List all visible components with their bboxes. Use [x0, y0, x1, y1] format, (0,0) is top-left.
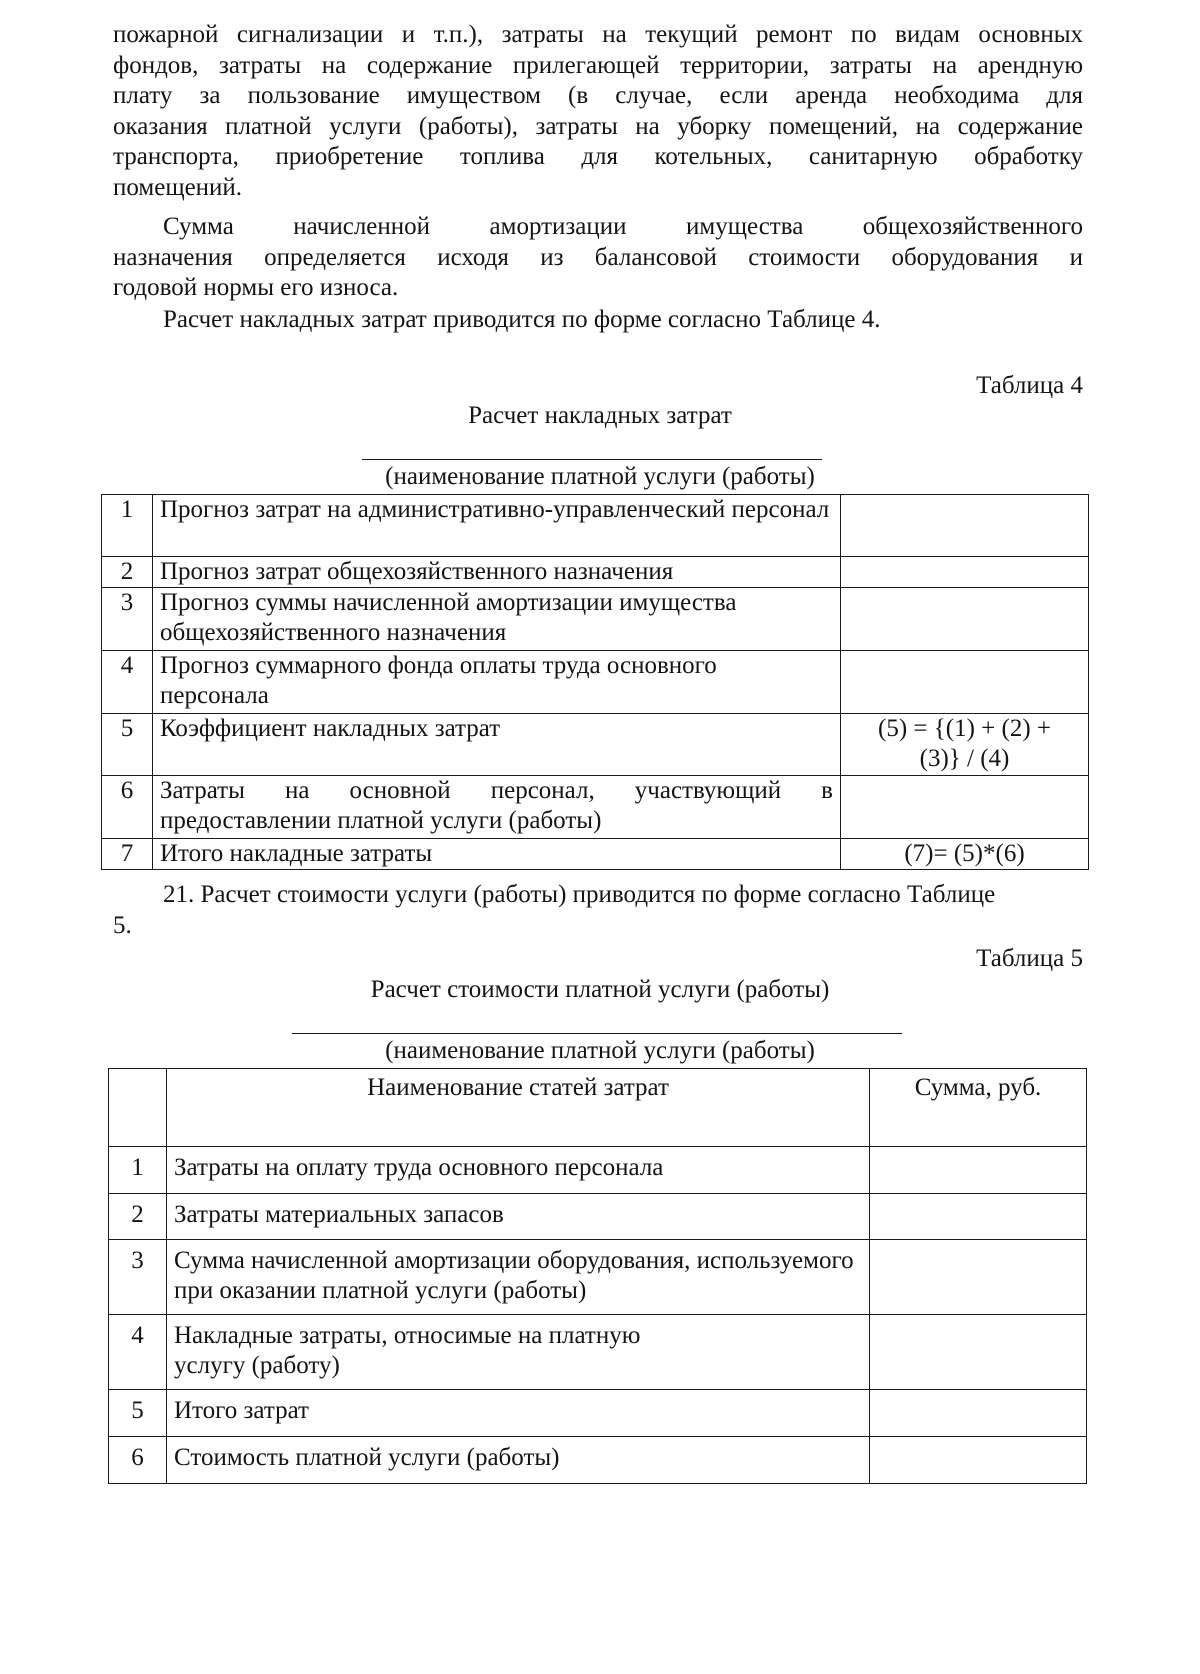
- row-text: Стоимость платной услуги (работы): [167, 1437, 870, 1484]
- row-text: Накладные затраты, относимые на платную услугу (работу): [167, 1315, 870, 1390]
- text-line: годовой нормы его износа.: [113, 274, 399, 301]
- row-value: [870, 1240, 1087, 1315]
- table-row: [102, 714, 1089, 776]
- row-number: 6: [102, 776, 153, 839]
- intro-paragraph-3: Расчет накладных затрат приводится по форме согласно Таблице 4.: [163, 306, 881, 333]
- text-line: оказания платной услуги (работы), затраты на уборку помещений, на содержание: [113, 112, 1083, 140]
- table-row: [109, 1315, 1087, 1390]
- row-text: Прогноз затрат на административно-управленческий персонал: [153, 495, 841, 557]
- text-line: фондов, затраты на содержание прилегающей территории, затраты на арендную: [113, 51, 1083, 79]
- header-sum: Сумма, руб.: [870, 1069, 1087, 1147]
- table-row: [102, 651, 1089, 714]
- intro-paragraph-2: [113, 212, 1083, 304]
- table4-caption: (наименование платной услуги (работы): [385, 463, 815, 490]
- total-overhead-formula: (7)= (5)*(6): [841, 839, 1089, 870]
- intro-paragraph-1: [113, 20, 1083, 203]
- table-row: [102, 588, 1089, 651]
- text-line: назначения определяется исходя из балансовой стоимости оборудования и: [113, 243, 1083, 271]
- row-value: [870, 1315, 1087, 1390]
- row-text: Коэффициент накладных затрат: [153, 714, 841, 776]
- table-row: [109, 1390, 1087, 1437]
- row-number: 4: [102, 651, 153, 714]
- table-row: [102, 557, 1089, 588]
- row-number: 2: [109, 1194, 167, 1240]
- table5-label: Таблица 5: [976, 945, 1083, 972]
- row-text: Сумма начисленной амортизации оборудования, используемого при оказании платной услуги (работы): [167, 1240, 870, 1315]
- row-text: Прогноз затрат общехозяйственного назначения: [153, 557, 841, 588]
- row-value: [841, 776, 1089, 839]
- overhead-costs-table: [101, 494, 1089, 870]
- table5-caption: (наименование платной услуги (работы): [385, 1037, 815, 1064]
- table4-label: Таблица 4: [976, 372, 1083, 399]
- table-row: [109, 1437, 1087, 1484]
- row-value: [841, 495, 1089, 557]
- row-number: 7: [102, 839, 153, 870]
- row-number: 1: [109, 1147, 167, 1194]
- table-row: [109, 1194, 1087, 1240]
- table-header-row: [109, 1069, 1087, 1147]
- row-value: [870, 1390, 1087, 1437]
- row-number: 5: [102, 714, 153, 776]
- text-line: помещений.: [113, 173, 243, 201]
- text-line: 21. Расчет стоимости услуги (работы) приводится по форме согласно Таблице: [163, 881, 996, 908]
- row-number: 3: [102, 588, 153, 651]
- row-number: 6: [109, 1437, 167, 1484]
- row-value: [841, 588, 1089, 651]
- row-value: [870, 1147, 1087, 1194]
- table-row: [102, 495, 1089, 557]
- overhead-coefficient-formula: (5) = {(1) + (2) + (3)} / (4): [841, 714, 1089, 776]
- row-text: Затраты на оплату труда основного персонала: [167, 1147, 870, 1194]
- text-line: пожарной сигнализации и т.п.), затраты на текущий ремонт по видам основных: [113, 21, 1083, 48]
- paragraph-21: [113, 880, 1083, 941]
- row-number: 1: [102, 495, 153, 557]
- row-value: [841, 651, 1089, 714]
- row-number: 4: [109, 1315, 167, 1390]
- row-text: Прогноз суммы начисленной амортизации имущества общехозяйственного назначения: [153, 588, 841, 651]
- table4-title: Расчет накладных затрат: [468, 402, 732, 429]
- row-value: [870, 1194, 1087, 1240]
- table-row: [102, 776, 1089, 839]
- table-row: [102, 839, 1089, 870]
- row-value: [841, 557, 1089, 588]
- row-text: Итого накладные затраты: [153, 839, 841, 870]
- row-value: [870, 1437, 1087, 1484]
- table-row: [109, 1240, 1087, 1315]
- blank-line: [292, 1033, 902, 1034]
- blank-line: [362, 459, 822, 460]
- table5-title: Расчет стоимости платной услуги (работы): [370, 976, 830, 1003]
- service-cost-table: [108, 1068, 1087, 1484]
- row-number: 3: [109, 1240, 167, 1315]
- row-text: Итого затрат: [167, 1390, 870, 1437]
- text-line: плату за пользование имуществом (в случае, если аренда необходима для: [113, 82, 1083, 109]
- row-number: 5: [109, 1390, 167, 1437]
- table-row: [109, 1147, 1087, 1194]
- row-text: Затраты на основной персонал, участвующий в предоставлении платной услуги (работы): [153, 776, 841, 839]
- text-line: транспорта, приобретение топлива для котельных, санитарную обработку: [113, 143, 1083, 170]
- text-line: Сумма начисленной амортизации имущества общехозяйственного: [163, 213, 1083, 240]
- header-number: [109, 1069, 167, 1147]
- row-number: 2: [102, 557, 153, 588]
- row-text: Затраты материальных запасов: [167, 1194, 870, 1240]
- text-line: 5.: [113, 911, 132, 939]
- row-text: Прогноз суммарного фонда оплаты труда основного персонала: [153, 651, 841, 714]
- header-cost-item-name: Наименование статей затрат: [167, 1069, 870, 1147]
